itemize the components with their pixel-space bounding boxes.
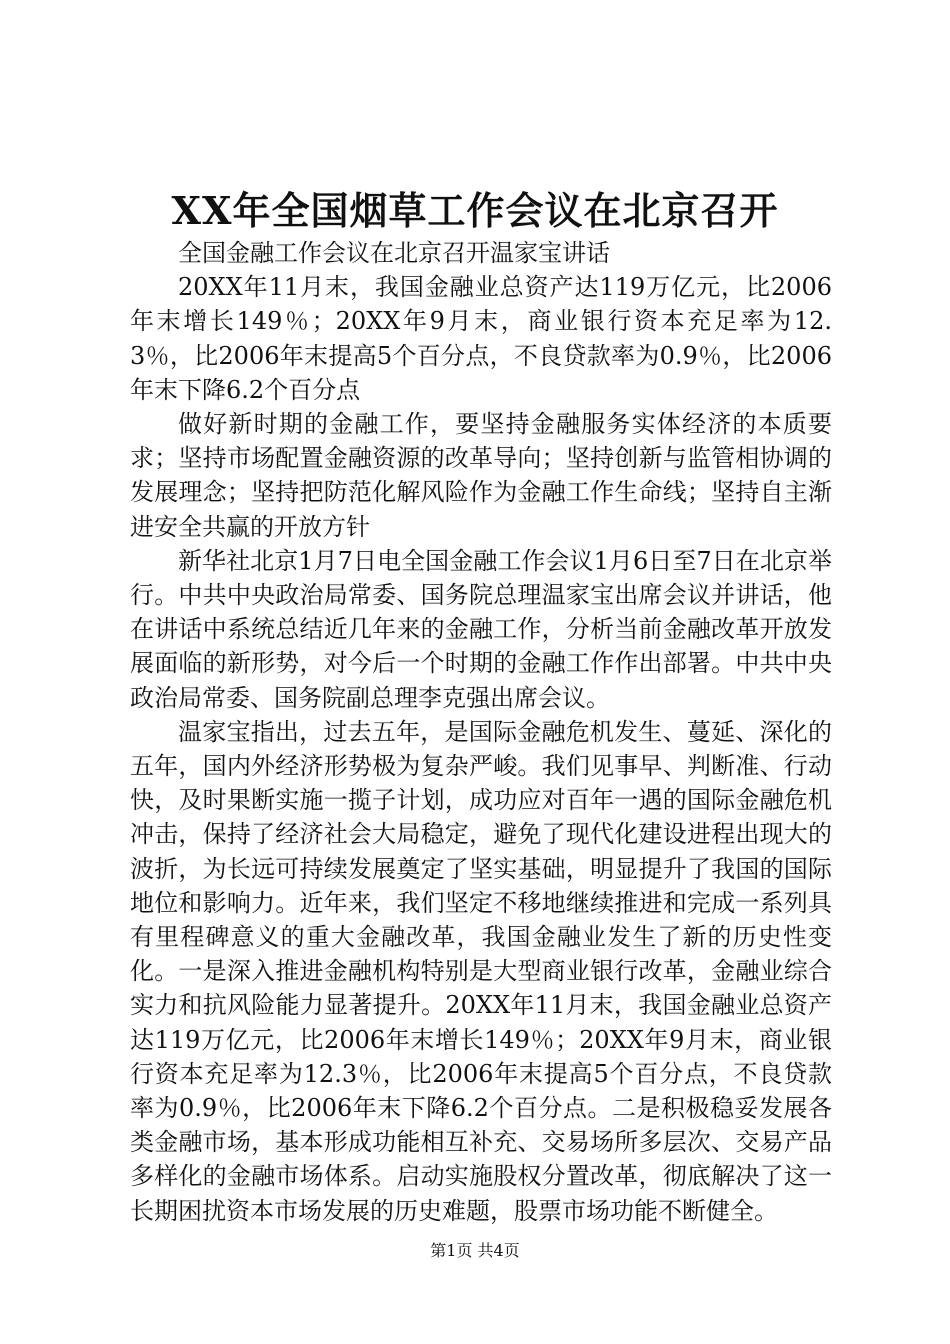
document-title: XX年全国烟草工作会议在北京召开: [171, 188, 779, 233]
body-paragraph: 做好新时期的金融工作，要坚持金融服务实体经济的本质要求；坚持市场配置金融资源的改革导向；坚持创新与监管相协调的发展理念；坚持把防范化解风险作为金融工作生命线；坚持自主渐进安全共赢的开放方针: [130, 410, 832, 541]
page-footer: [0, 1240, 950, 1262]
document-body: [130, 236, 832, 1228]
body-paragraph: 20XX年11月末，我国金融业总资产达119万亿元，比2006年末增长149％；20XX年9月末，商业银行资本充足率为12.3％，比2006年末提高5个百分点，不良贷款率为0.9％，比2006年末下降6.2个百分点: [130, 273, 832, 404]
page-number-label: 第1页 共4页: [430, 1241, 520, 1260]
body-paragraph: 新华社北京1月7日电全国金融工作会议1月6日至7日在北京举行。中共中央政治局常委、国务院总理温家宝出席会议并讲话，他在讲话中系统总结近几年来的金融工作，分析当前金融改革开放发展面临的新形势，对今后一个时期的金融工作作出部署。中共中央政治局常委、国务院副总理李克强出席会议。: [130, 546, 832, 712]
subtitle-paragraph: 全国金融工作会议在北京召开温家宝讲话: [178, 239, 610, 267]
body-paragraph: 温家宝指出，过去五年，是国际金融危机发生、蔓延、深化的五年，国内外经济形势极为复杂严峻。我们见事早、判断准、行动快，及时果断实施一揽子计划，成功应对百年一遇的国际金融危机冲击，保持了经济社会大局稳定，避免了现代化建设进程出现大的波折，为长远可持续发展奠定了坚实基础，明显提升了我国的国际地位和影响力。近年来，我们坚定不移地继续推进和完成一系列具有里程碑意义的重大金融改革，我国金融业发生了新的历史性变化。一是深入推进金融机构特别是大型商业银行改革，金融业综合实力和抗风险能力显著提升。20XX年11月末，我国金融业总资产达119万亿元，比2006年末增长149％；20XX年9月末，商业银行资本充足率为12.3％，比2006年末提高5个百分点，不良贷款率为0.9％，比2006年末下降6.2个百分点。二是积极稳妥发展各类金融市场，基本形成功能相互补充、交易场所多层次、交易产品多样化的金融市场体系。启动实施股权分置改革，彻底解决了这一长期困扰资本市场发展的历史难题，股票市场功能不断健全。: [130, 717, 832, 1225]
